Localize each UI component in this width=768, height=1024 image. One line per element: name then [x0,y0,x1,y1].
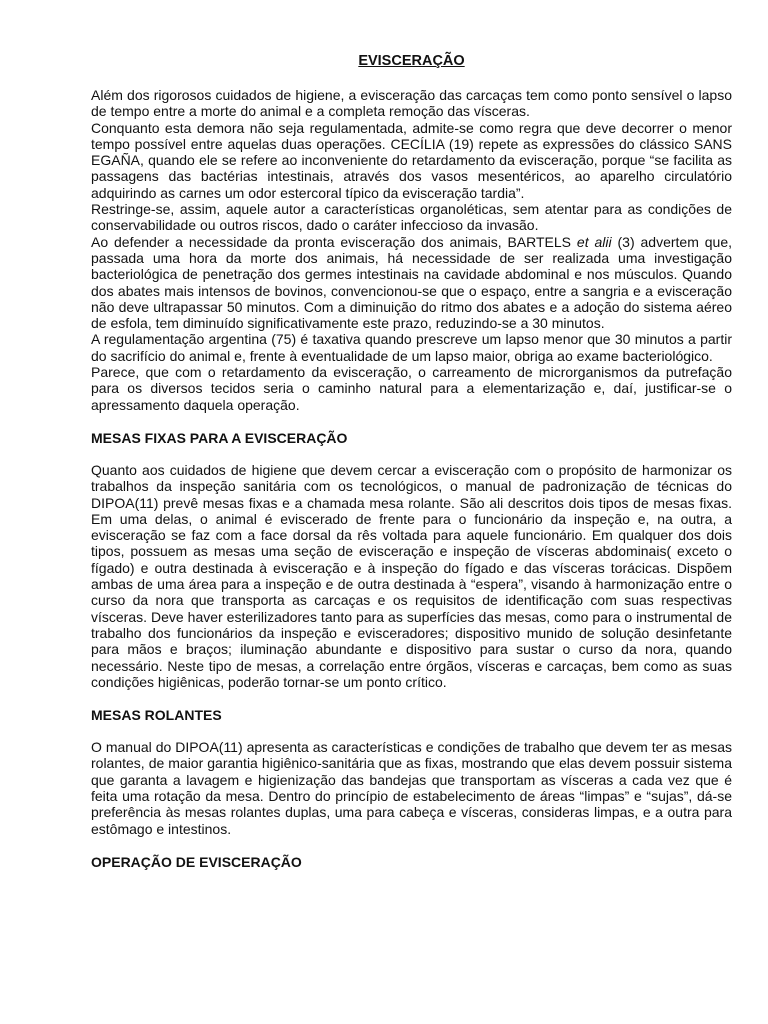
section-heading: MESAS ROLANTES [91,707,222,724]
paragraph: O manual do DIPOA(11) apresenta as características e condições de trabalho que devem ter as mesas rolantes, de maior garantia higiênico-sanitária que as fixas, mostrando que elas devem possuir sistema que garanta a lavagem e higienização das bandejas que transportam as vísceras a cada vez que é feita uma rotação da mesa. Dentro do princípio de estabelecimento de áreas “limpas” e “sujas”, dá-se preferência às mesas rolantes duplas, uma para cabeça e vísceras, consideras limpas, e a outra para estômago e intestinos. [91,739,732,837]
section-heading: MESAS FIXAS PARA A EVISCERAÇÃO [91,429,348,446]
page-title: EVISCERAÇÃO [358,53,465,69]
text-run: Ao defender a necessidade da pronta evisceração dos animais, BARTELS [91,233,577,250]
paragraph: Parece, que com o retardamento da evisceração, o carreamento de microrganismos da putrefação para os diversos tecidos seria o caminho natural para a elementarização e, daí, justificar-se o apressamento daquela operação. [91,364,732,413]
section-heading: OPERAÇÃO DE EVISCERAÇÃO [91,853,302,870]
italic-text: et alii [576,233,612,250]
paragraph: Além dos rigorosos cuidados de higiene, a evisceração das carcaças tem como ponto sensível o lapso de tempo entre a morte do animal e a completa remoção das vísceras. [91,87,732,120]
paragraph: Restringe-se, assim, aquele autor a características organoléticas, sem atentar para as condições de conservabilidade ou outros riscos, dado o caráter infeccioso da invasão. [91,201,732,234]
paragraph [91,234,732,332]
text-run: (3) advertem que, passada uma hora da morte dos animais, há necessidade de ser realizada uma investigação bacteriológica de penetração dos germes intestinais na cavidade abdominal e nos músculos. Quando dos abates mais intensos de bovinos, convencionou-se que o espaço, entre a sangria e a evisceração não deve ultrapassar 50 minutos. Com a diminuição do ritmo dos abates e a adoção do sistema aéreo de esfola, tem diminuído significativamente este prazo, reduzindo-se a 30 minutos. [91,233,732,332]
paragraph: A regulamentação argentina (75) é taxativa quando prescreve um lapso menor que 30 minutos a partir do sacrifício do animal e, frente à eventualidade de um lapso maior, obriga ao exame bacteriológico. [91,331,732,364]
paragraph: Conquanto esta demora não seja regulamentada, admite-se como regra que deve decorrer o menor tempo possível entre aquelas duas operações. CECÍLIA (19) repete as expressões do clássico SANS EGAÑA, quando ele se refere ao inconveniente do retardamento da evisceração, porque “se facilita as passagens das bactérias intestinais, através dos vasos mesentéricos, ao aparelho circulatório adquirindo as carnes um odor estercoral típico da evisceração tardia”. [91,119,732,201]
document-page [91,52,732,886]
paragraph: Quanto aos cuidados de higiene que devem cercar a evisceração com o propósito de harmonizar os trabalhos da inspeção sanitária com os tecnológicos, o manual de padronização de técnicas do DIPOA(11) prevê mesas fixas e a chamada mesa rolante. São ali descritos dois tipos de mesas fixas. Em uma delas, o animal é eviscerado de frente para o funcionário da inspeção e, na outra, a evisceração se faz com a face dorsal da rês voltada para aquele funcionário. Em qualquer dos dois tipos, possuem as mesas uma seção de evisceração e inspeção de vísceras abdominais( exceto o fígado) e outra destinada à evisceração e à inspeção do fígado e das vísceras torácicas. Dispõem ambas de uma área para a inspeção e de outra destinada à “espera”, visando à harmonização entre o curso da nora que transporta as carcaças e os requisitos de identificação com suas respectivas vísceras. Deve haver esterilizadores tanto para as superfícies das mesas, como para o instrumental de trabalho dos funcionários da inspeção e evisceradores; dispositivo munido de solução desinfetante para mãos e braços; iluminação abundante e dispositivo para sustar o curso da nora, quando necessário. Neste tipo de mesas, a correlação entre órgãos, vísceras e carcaças, bem como as suas condições higiênicas, poderão tornar-se um ponto crítico. [91,461,732,690]
